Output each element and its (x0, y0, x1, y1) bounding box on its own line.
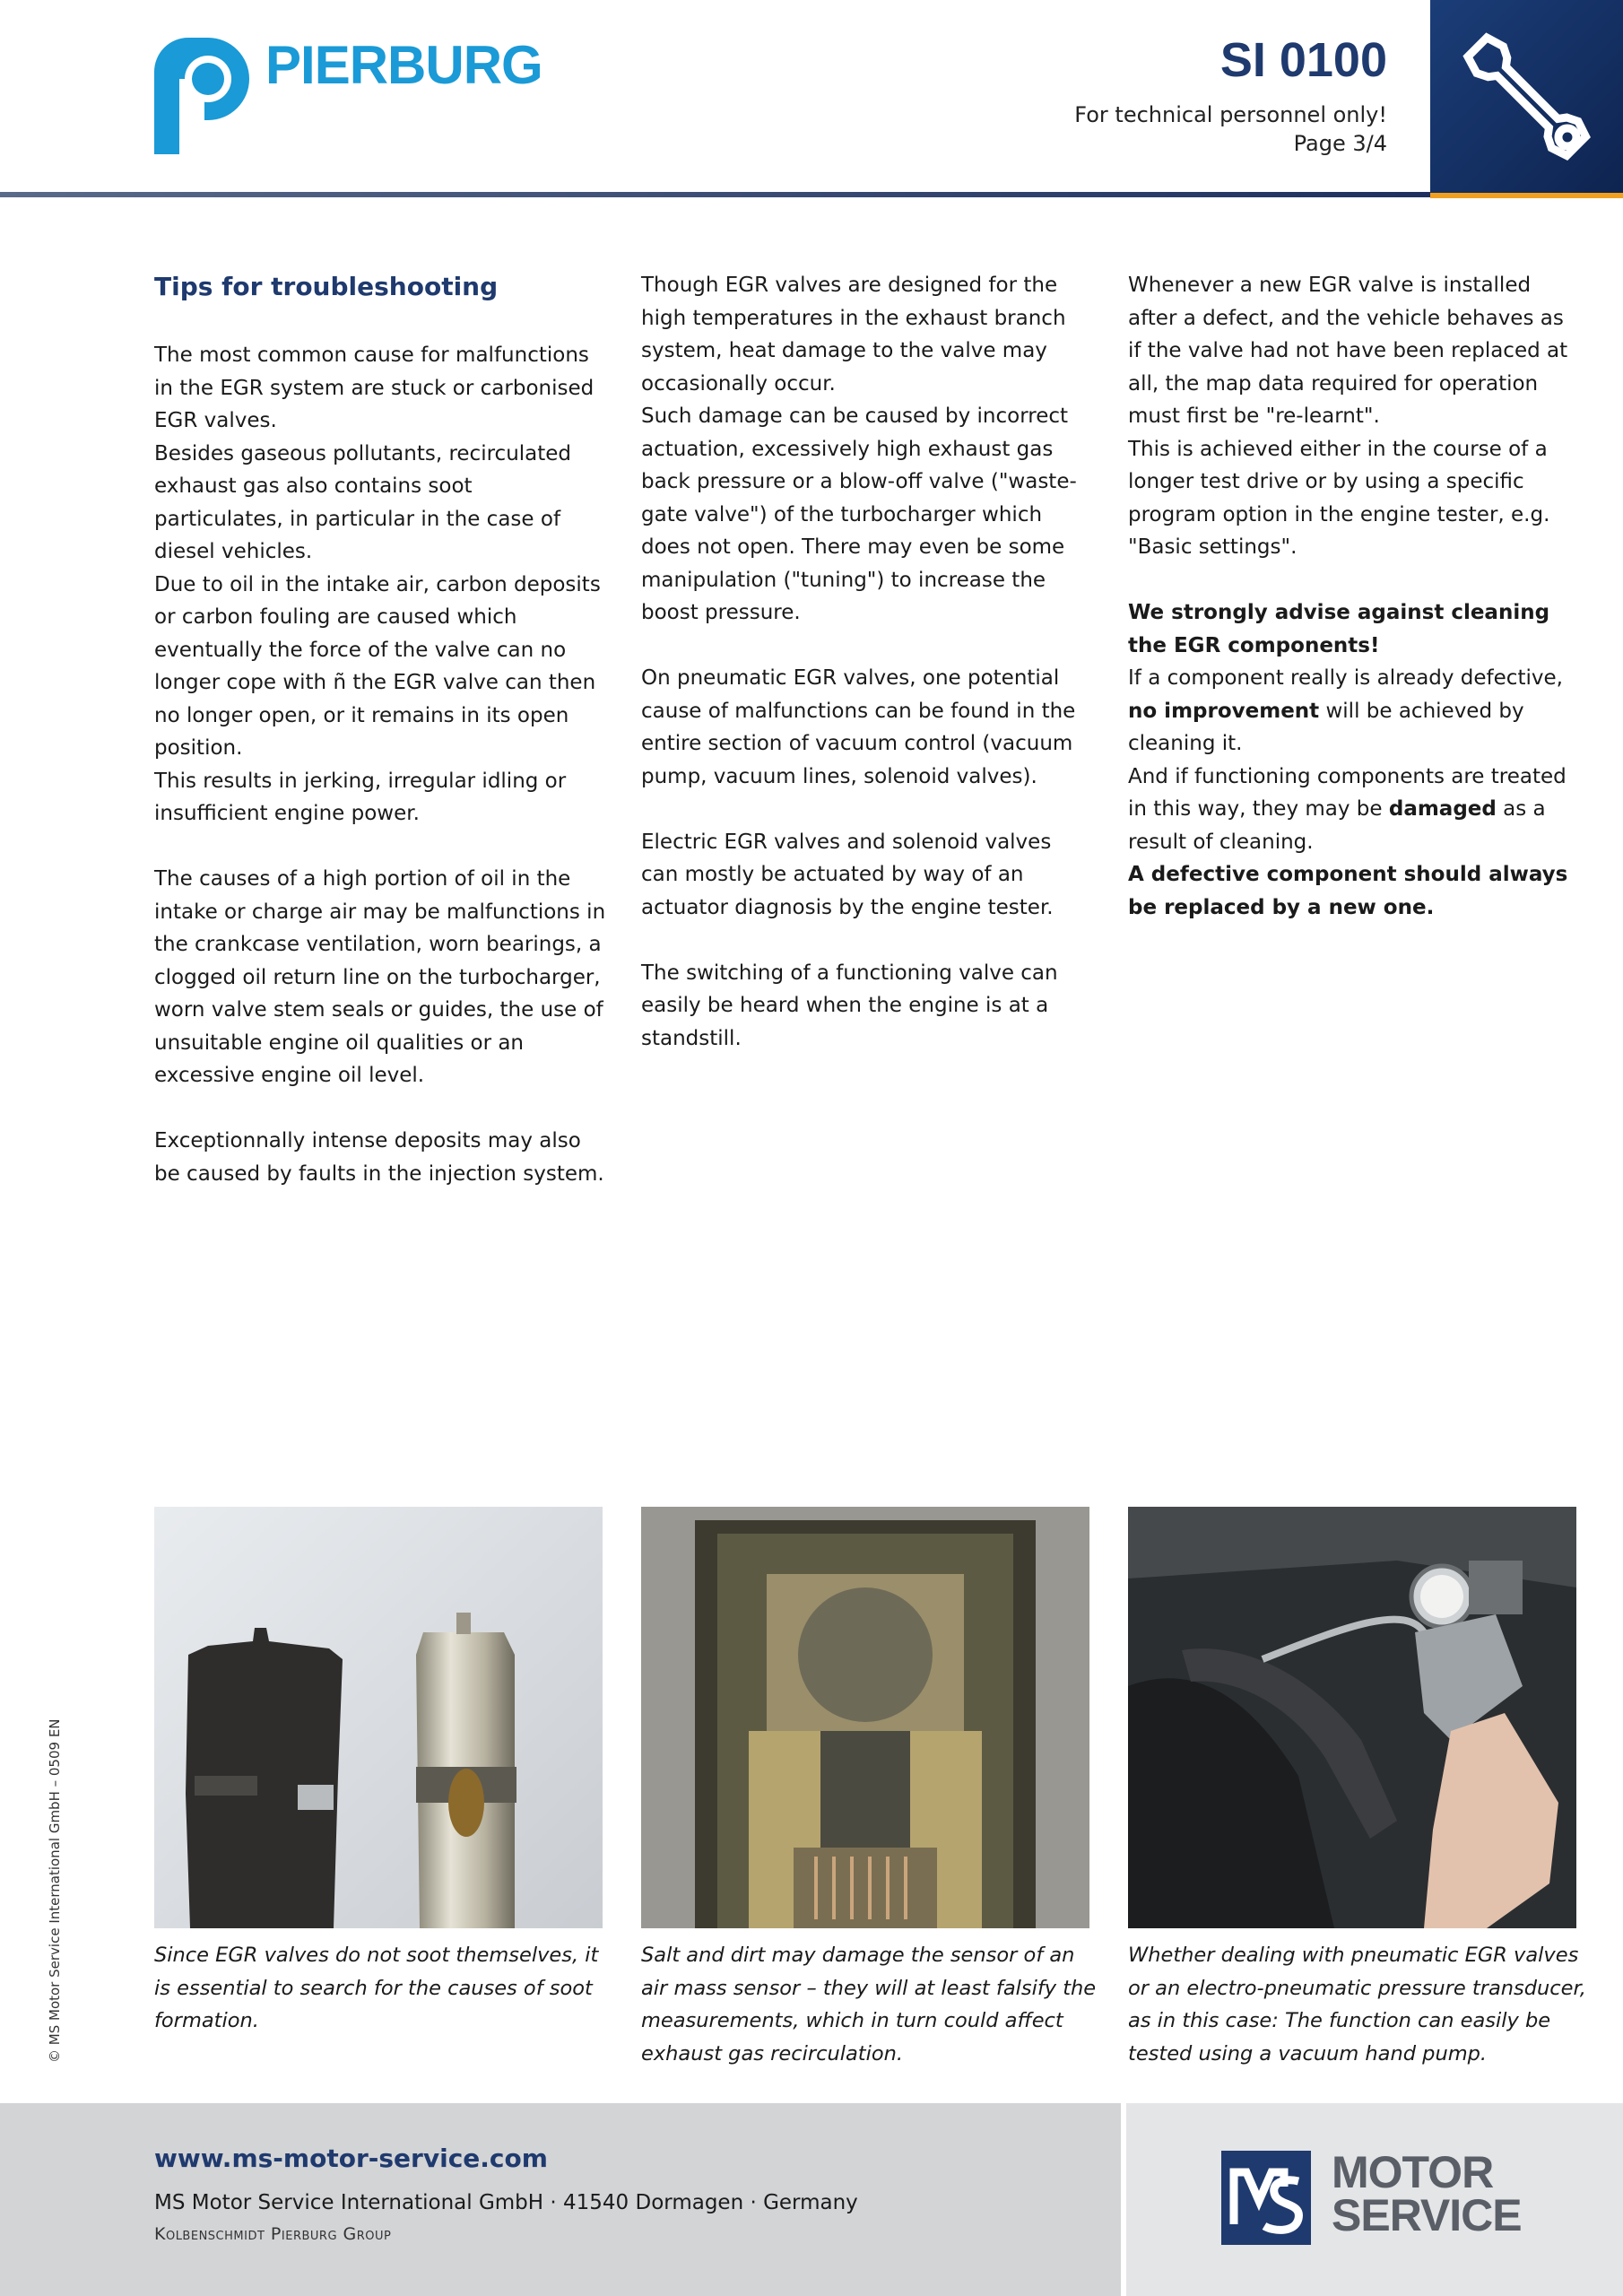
conclusion: A defective component should always be replaced by a new one. (1128, 863, 1568, 919)
paragraph: Due to oil in the intake air, carbon deposits or carbon fouling are caused which eventually the force of the valve can no longer cope with ñ the EGR valve can then no longer open, or it remains in its open position. (154, 572, 601, 760)
paragraph: On pneumatic EGR valves, one potential cause of malfunctions can be found in the entire section of vacuum control (vacuum pump, vacuum lines, solenoid valves). (641, 666, 1076, 788)
tool-badge-accent (1430, 193, 1623, 198)
page-header (0, 0, 1623, 197)
egr-valve-photo (154, 1507, 603, 1928)
text-column-2 (641, 269, 1094, 1055)
paragraph: Though EGR valves are designed for the high temperatures in the exhaust branch system, heat damage to the valve may occasionally occur. (641, 274, 1066, 396)
website-link[interactable]: www.ms-motor-service.com (154, 2144, 548, 2173)
company-group: Kolbenschmidt Pierburg Group (154, 2224, 392, 2244)
vacuum-pump-test-photo (1128, 1507, 1576, 1928)
paragraph: The most common cause for malfunctions in the EGR system are stuck or carbonised EGR valves. (154, 344, 595, 432)
paragraph: Whenever a new EGR valve is installed after a defect, and the vehicle behaves as if the valve had not have been replaced at all, the map data required for operation must first be "re-learnt". (1128, 274, 1568, 428)
company-address: MS Motor Service International GmbH · 41540 Dormagen · Germany (154, 2191, 858, 2214)
wrench-icon (1430, 0, 1623, 193)
paragraph: Electric EGR valves and solenoid valves can mostly be actuated by way of an actuator diagnosis by the engine tester. (641, 830, 1054, 919)
text-column-1 (154, 269, 607, 1190)
paragraph: Besides gaseous pollutants, recirculated exhaust gas also contains soot particulates, in particular in the case of diesel vehicles. (154, 441, 572, 563)
paragraph: Exceptionnally intense deposits may also be caused by faults in the injection system. (154, 1129, 604, 1186)
paragraph: And if functioning components are treated in this way, they may be damaged as a result of cleaning. (1128, 764, 1567, 854)
document-number: SI 0100 (1219, 33, 1387, 87)
brand-name: PIERBURG (265, 35, 542, 95)
figure-caption: Since EGR valves do not soot themselves, it is essential to search for the causes of soot formation. (154, 1944, 599, 2032)
paragraph: The switching of a functioning valve can easily be heard when the engine is at a standstill. (641, 961, 1058, 1050)
paragraph: The causes of a high portion of oil in the intake or charge air may be malfunctions in the crankcase ventilation, worn bearings, a clogged oil return line on the turbocharger, worn valve stem seals or guides, the use of unsuitable engine oil qualities or an excessive engine oil level. (154, 867, 606, 1087)
warning-heading: We strongly advise against cleaning the EGR components! (1128, 601, 1550, 657)
section-title: Tips for troubleshooting (154, 272, 499, 301)
paragraph: This results in jerking, irregular idling or insufficient engine power. (154, 769, 567, 825)
page-number: Page 3/4 (1293, 131, 1387, 156)
paragraph: This is achieved either in the course of a longer test drive or by using a specific program option in the engine tester, e.g. "Basic settings". (1128, 437, 1550, 559)
figure-caption: Whether dealing with pneumatic EGR valves or an electro-pneumatic pressure transducer, as in this case: The function can easily be tested using a vacuum hand pump. (1128, 1944, 1586, 2066)
copyright-note: © MS Motor Service International GmbH – 0509 EN (47, 1718, 63, 2063)
ms-logo-icon (1221, 2151, 1311, 2245)
paragraph: Such damage can be caused by incorrect actuation, excessively high exhaust gas back pressure or a blow-off valve ("waste-gate valve") of the turbocharger which does not open. There may even be some manipulation ("tuning") to increase the boost pressure. (641, 404, 1077, 624)
header-divider (0, 192, 1430, 197)
figure-caption: Salt and dirt may damage the sensor of an air mass sensor – they will at least falsify the measurements, which in turn could affect exhaust gas recirculation. (641, 1944, 1097, 2066)
tool-badge (1430, 0, 1623, 193)
motor-service-wordmark: MOTOR SERVICE (1332, 2147, 1522, 2240)
air-mass-sensor-photo (641, 1507, 1089, 1928)
paragraph: If a component really is already defective, no improvement will be achieved by cleaning it. (1128, 666, 1563, 755)
audience-note: For technical personnel only! (1074, 102, 1387, 127)
text-column-3 (1128, 269, 1581, 924)
